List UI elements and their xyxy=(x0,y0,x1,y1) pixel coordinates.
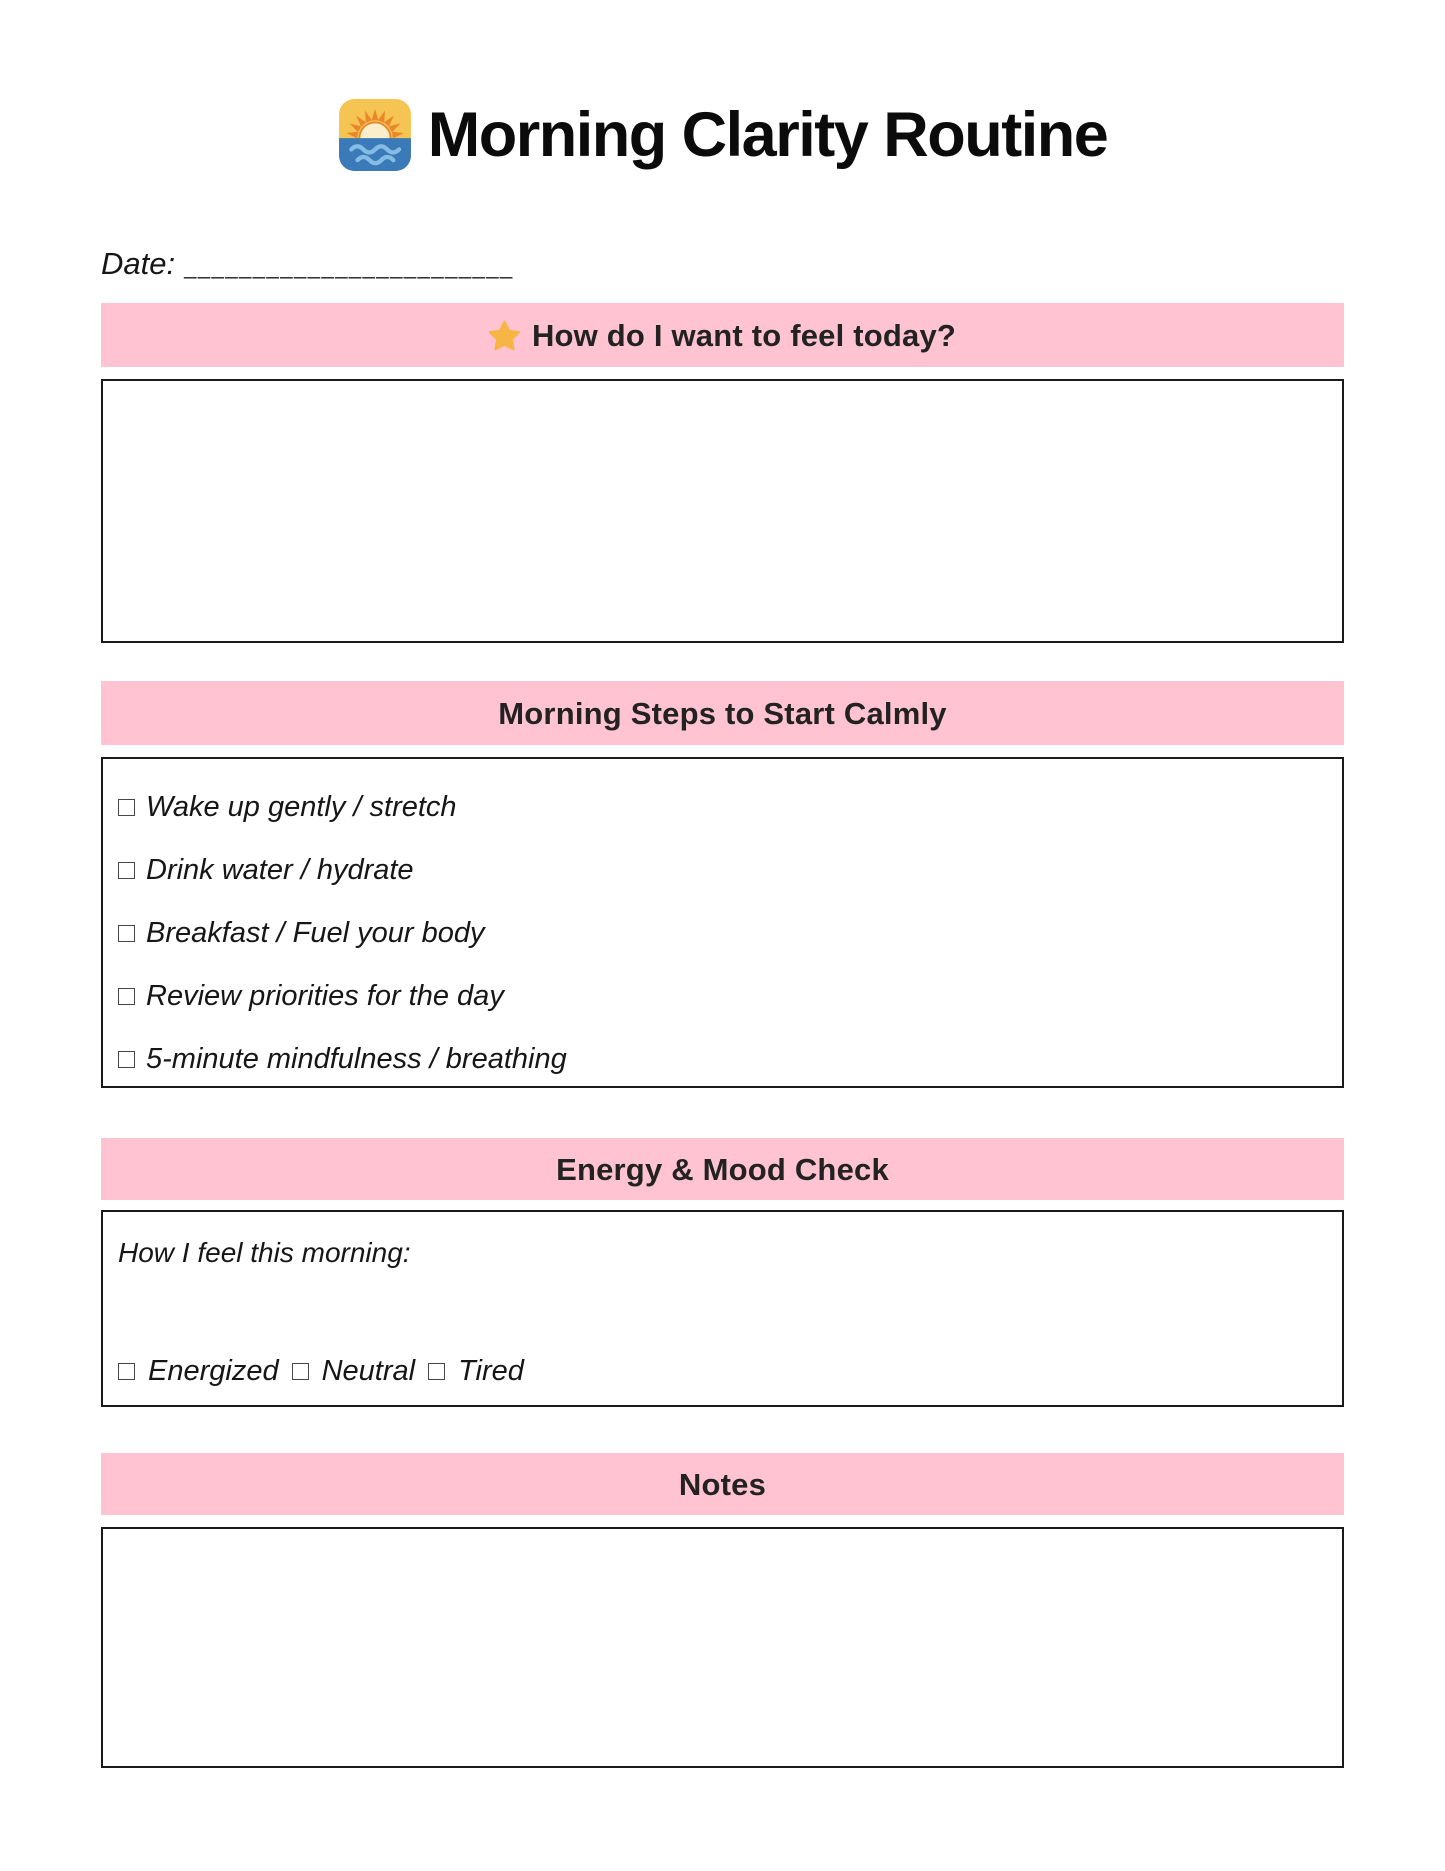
checkbox-icon[interactable] xyxy=(118,1363,135,1380)
date-label: Date: xyxy=(101,246,176,281)
mood-options xyxy=(118,1355,1332,1388)
section-title-steps: Morning Steps to Start Calmly xyxy=(498,695,947,731)
date-field xyxy=(101,246,1344,290)
checkbox-icon[interactable] xyxy=(118,925,135,942)
checkbox-icon[interactable] xyxy=(428,1363,445,1380)
mood-check-box xyxy=(101,1210,1344,1407)
checklist-item-label: 5-minute mindfulness / breathing xyxy=(146,1043,567,1075)
checkbox-icon[interactable] xyxy=(292,1363,309,1380)
checklist-item-label: Breakfast / Fuel your body xyxy=(146,917,485,949)
checklist-item-label: Review priorities for the day xyxy=(146,980,504,1012)
mood-option-label: Tired xyxy=(458,1355,524,1387)
section-title-mood: Energy & Mood Check xyxy=(556,1151,889,1187)
steps-checklist-box xyxy=(101,757,1344,1088)
section-header-mood xyxy=(101,1138,1344,1200)
section-header-steps xyxy=(101,681,1344,745)
checklist-item-label: Drink water / hydrate xyxy=(146,854,414,886)
steps-checklist xyxy=(103,759,1342,1091)
sunrise-icon xyxy=(338,97,412,173)
section-header-feel xyxy=(101,303,1344,367)
checklist-item-label: Wake up gently / stretch xyxy=(146,791,457,823)
mood-option-label: Energized xyxy=(148,1355,279,1387)
checklist-item xyxy=(118,776,1332,839)
page-title-text: Morning Clarity Routine xyxy=(427,99,1108,170)
mood-prompt: How I feel this morning: xyxy=(118,1237,411,1268)
checkbox-icon[interactable] xyxy=(118,862,135,879)
section-title-feel: How do I want to feel today? xyxy=(531,317,957,353)
checklist-item xyxy=(118,839,1332,902)
checkbox-icon[interactable] xyxy=(118,988,135,1005)
page-title xyxy=(0,90,1445,180)
checkbox-icon[interactable] xyxy=(118,799,135,816)
section-header-notes xyxy=(101,1453,1344,1515)
date-fill-line[interactable]: ________________________ xyxy=(184,254,514,279)
checklist-item xyxy=(118,1028,1332,1091)
checklist-item xyxy=(118,902,1332,965)
checkbox-icon[interactable] xyxy=(118,1051,135,1068)
feel-response-box[interactable] xyxy=(101,379,1344,643)
checklist-item xyxy=(118,965,1332,1028)
mood-option-label: Neutral xyxy=(321,1355,416,1387)
section-title-notes: Notes xyxy=(678,1466,767,1502)
star-icon xyxy=(489,320,520,351)
notes-box[interactable] xyxy=(101,1527,1344,1768)
